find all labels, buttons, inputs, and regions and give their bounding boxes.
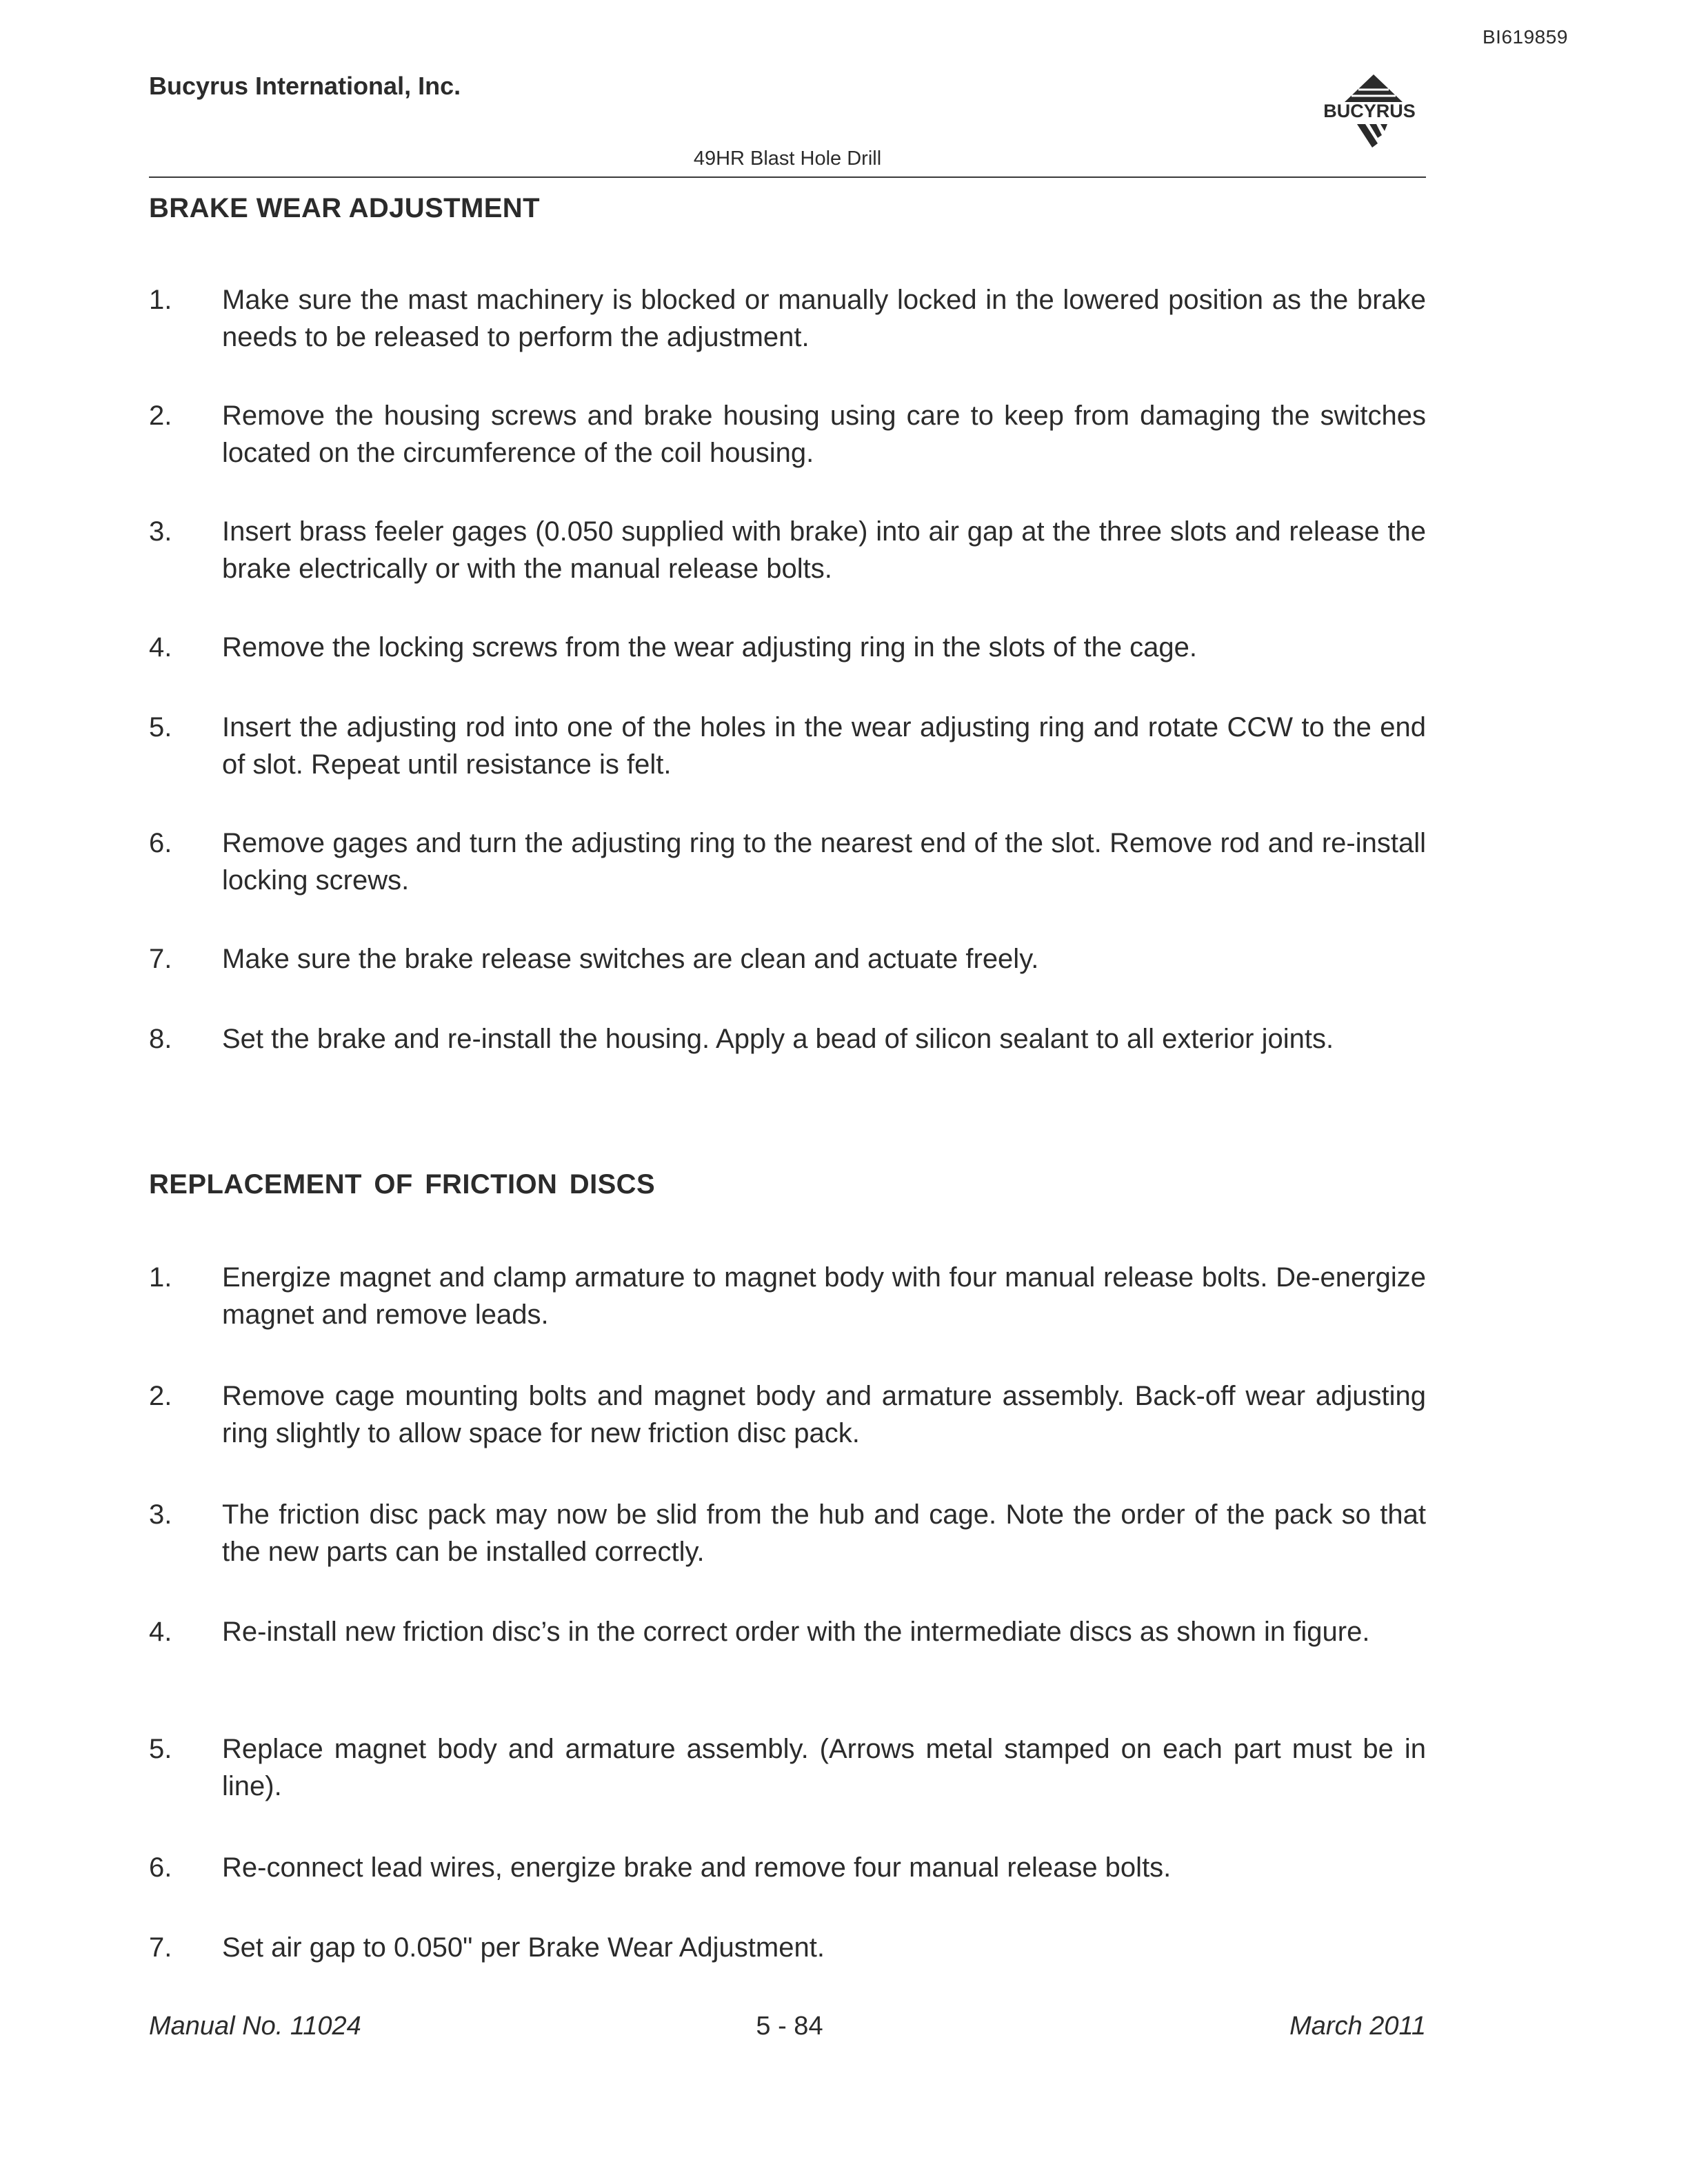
- step-text: Re-install new friction disc’s in the correct order with the intermediate discs as shown in figure.: [222, 1617, 1370, 1647]
- step-number: 1.: [149, 1262, 172, 1293]
- footer-date: March 2011: [1289, 2012, 1426, 2041]
- svg-text:BUCYRUS: BUCYRUS: [1323, 101, 1416, 121]
- step-number: 4.: [149, 1617, 172, 1647]
- step-number: 5.: [149, 712, 172, 742]
- step-number: 4.: [149, 632, 172, 663]
- step-number: 8.: [149, 1024, 172, 1054]
- step-text: Replace magnet body and armature assembly. (Arrows metal stamped on each part must be in line).: [222, 1734, 1426, 1801]
- step-text: Set air gap to 0.050" per Brake Wear Adjustment.: [222, 1932, 825, 1963]
- step-text: Make sure the mast machinery is blocked or manually locked in the lowered position as the brake needs to be released to perform the adjustment.: [222, 285, 1426, 352]
- step-number: 5.: [149, 1734, 172, 1764]
- step-text: Insert the adjusting rod into one of the holes in the wear adjusting ring and rotate CCW to the end of slot. Repeat until resistance is felt.: [222, 712, 1426, 780]
- document-id: BI619859: [1483, 26, 1568, 48]
- step-text: Remove cage mounting bolts and magnet body and armature assembly. Back-off wear adjusting ring slightly to allow space for new friction disc pack.: [222, 1381, 1426, 1448]
- step-number: 2.: [149, 1381, 172, 1411]
- step-number: 3.: [149, 516, 172, 547]
- section-heading-brake-wear-adjustment: BRAKE WEAR ADJUSTMENT: [149, 193, 540, 223]
- step-text: Re-connect lead wires, energize brake and remove four manual release bolts.: [222, 1852, 1172, 1883]
- step-text: The friction disc pack may now be slid from the hub and cage. Note the order of the pack so that the new parts can be installed correctly.: [222, 1499, 1426, 1567]
- step-text: Insert brass feeler gages (0.050 supplied with brake) into air gap at the three slots and release the brake electrically or with the manual release bolts.: [222, 516, 1426, 584]
- bucyrus-logo: [1310, 72, 1429, 152]
- step-number: 7.: [149, 1932, 172, 1963]
- footer-manual-number: Manual No. 11024: [149, 2012, 361, 2041]
- document-subtitle: 49HR Blast Hole Drill: [693, 148, 882, 170]
- step-number: 1.: [149, 285, 172, 315]
- step-number: 3.: [149, 1499, 172, 1530]
- step-text: Energize magnet and clamp armature to magnet body with four manual release bolts. De-energize magnet and remove leads.: [222, 1262, 1426, 1330]
- step-number: 6.: [149, 828, 172, 858]
- step-text: Remove the locking screws from the wear adjusting ring in the slots of the cage.: [222, 632, 1198, 663]
- step-text: Make sure the brake release switches are clean and actuate freely.: [222, 944, 1039, 974]
- step-number: 7.: [149, 944, 172, 974]
- footer-page-number: 5 - 84: [756, 2012, 823, 2041]
- step-text: Remove the housing screws and brake housing using care to keep from damaging the switches located on the circumference of the coil housing.: [222, 401, 1426, 468]
- step-text: Remove gages and turn the adjusting ring to the nearest end of the slot. Remove rod and re-install locking screws.: [222, 828, 1426, 896]
- header-divider: [149, 176, 1426, 178]
- section-heading-replacement-of-friction-discs: REPLACEMENT OF FRICTION DISCS: [149, 1169, 656, 1200]
- step-number: 6.: [149, 1852, 172, 1883]
- step-number: 2.: [149, 401, 172, 431]
- step-text: Set the brake and re-install the housing. Apply a bead of silicon sealant to all exterior joints.: [222, 1024, 1334, 1054]
- company-name: Bucyrus International, Inc.: [149, 72, 461, 100]
